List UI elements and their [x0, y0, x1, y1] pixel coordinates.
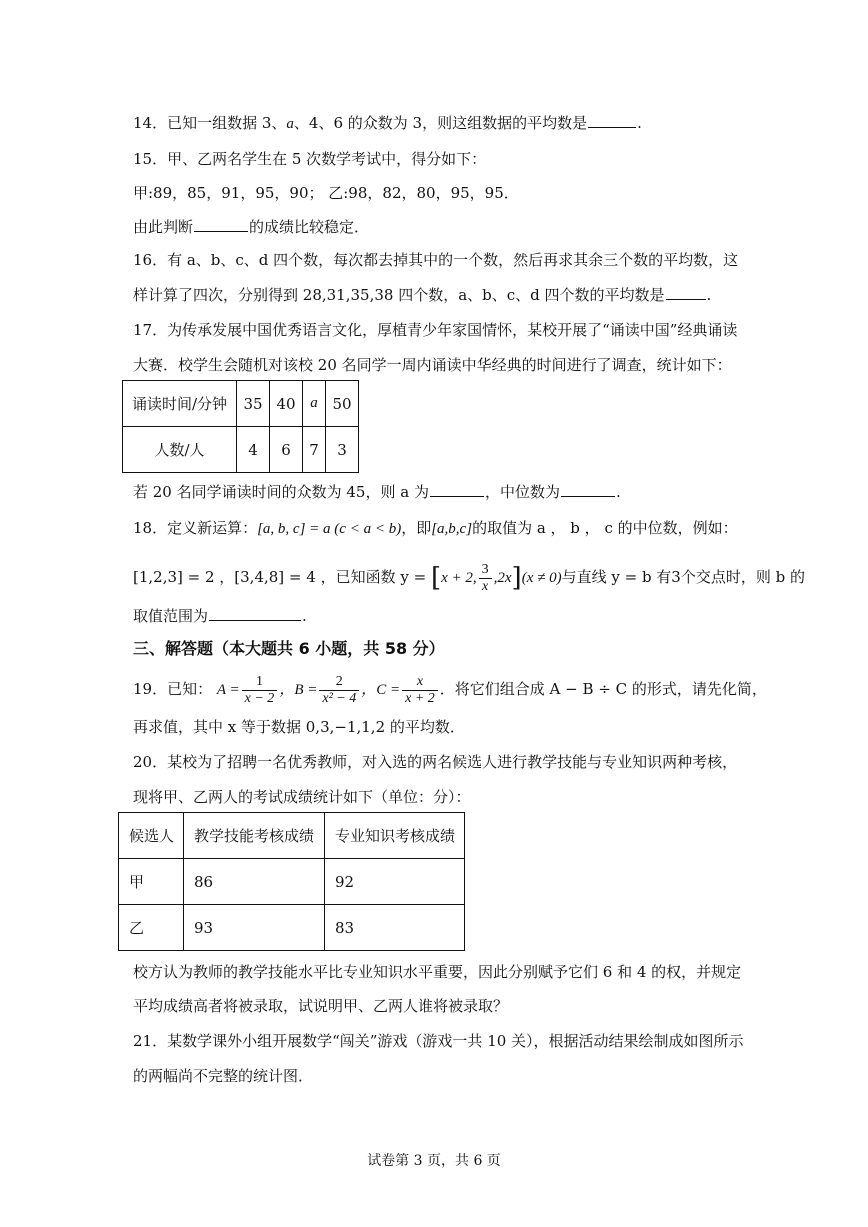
q20-line3: 校方认为教师的教学技能水平比专业知识水平重要，因此分别赋予它们 6 和 4 的权，并规定 — [133, 963, 742, 981]
table-cell: 83 — [325, 905, 465, 951]
table-cell: 86 — [184, 859, 325, 905]
table-header: 教学技能考核成绩 — [184, 813, 325, 859]
table-cell: 93 — [184, 905, 325, 951]
table-cell: 4 — [237, 427, 270, 473]
bracket-right: ] — [511, 563, 522, 593]
q20-line4: 平均成绩高者将被录取，试说明甲、乙两人谁将被录取？ — [133, 997, 509, 1015]
answer-blank[interactable] — [588, 113, 636, 128]
numerator: x — [402, 674, 438, 691]
numerator: 3 — [479, 562, 492, 579]
q21-line2: 的两幅尚不完整的统计图． — [133, 1067, 314, 1085]
math-expr: x + 2, — [441, 570, 477, 586]
q16-line1: 16．有 a、b、c、d 四个数，每次都去掉其中的一个数，然后再求其余三个数的平均数，这 — [133, 251, 739, 269]
table-cell: 40 — [270, 381, 303, 427]
answer-blank[interactable] — [209, 606, 301, 621]
fraction-a — [242, 674, 278, 707]
q18-tail: . — [302, 607, 307, 625]
q17-text-b: ，中位数为 — [484, 483, 560, 501]
reading-time-table — [122, 380, 359, 473]
q18-text: 18．定义新运算： — [133, 519, 258, 537]
q19-text: 19．已知： — [133, 680, 213, 698]
score-table — [118, 812, 465, 951]
var-a: a — [286, 116, 294, 132]
q20-line1: 20．某校为了招聘一名优秀教师，对入选的两名候选人进行教学技能与专业知识两种考核， — [133, 753, 738, 771]
q21-line1: 21．某数学课外小组开展数学“闯关”游戏（游戏一共 10 关），根据活动结果绘制成如图所示 — [133, 1032, 744, 1050]
q18-line2 — [133, 560, 805, 595]
q15-line1: 15．甲、乙两名学生在 5 次数学考试中，得分如下： — [133, 150, 487, 168]
page-footer: 试卷第 3 页，共 6 页 — [367, 1153, 501, 1169]
q14-line — [133, 113, 642, 134]
denominator: x — [482, 578, 489, 594]
table-cell: 诵读时间/分钟 — [123, 381, 237, 427]
denominator: x² − 4 — [322, 690, 357, 706]
q16-text: 样计算了四次，分别得到 28,31,35,38 四个数，a、b、c、d 四个数的平均数是 — [133, 286, 665, 304]
math-expr: A = — [216, 682, 240, 698]
fraction-b — [319, 674, 359, 707]
math-expr: ，C = — [361, 682, 401, 698]
table-header: 专业知识考核成绩 — [325, 813, 465, 859]
q15-text-b: 的成绩比较稳定． — [249, 218, 370, 236]
answer-blank[interactable] — [561, 482, 615, 497]
table-cell: 乙 — [119, 905, 184, 951]
table-cell: 人数/人 — [123, 427, 237, 473]
table-cell: 7 — [303, 427, 326, 473]
table-cell: 甲 — [119, 859, 184, 905]
q14-text-b: 、4、6 的众数为 3，则这组数据的平均数是 — [293, 114, 588, 132]
q15-text: 由此判断 — [133, 218, 194, 236]
q18-line3 — [133, 606, 307, 626]
q15-line2: 甲:89，85，91，95，90； 乙:98，82，80，95，95． — [133, 184, 519, 202]
bracket-left: [ — [430, 563, 442, 593]
table-row — [119, 905, 465, 951]
q16-tail: . — [706, 286, 712, 304]
q18-line1 — [133, 518, 738, 539]
q14-tail: . — [637, 114, 642, 132]
q15-line3 — [133, 217, 369, 237]
q16-line2 — [133, 285, 711, 305]
q18-text: [1,2,3] = 2 ，[3,4,8] = 4 ，已知函数 y = — [133, 568, 427, 586]
table-cell: 92 — [325, 859, 465, 905]
q17-text: 若 20 名同学诵读时间的众数为 45，则 a 为 — [133, 483, 429, 501]
math-expr: [a, b, c] = a (c < a < b) — [257, 521, 402, 537]
answer-blank[interactable] — [666, 285, 706, 300]
math-expr: ，B = — [279, 682, 318, 698]
answer-blank[interactable] — [430, 482, 484, 497]
math-expr: [a,b,c] — [431, 521, 473, 537]
denominator: x − 2 — [244, 690, 275, 706]
q17-line3 — [133, 482, 621, 502]
table-cell: a — [303, 381, 326, 427]
q19-line1 — [133, 672, 767, 707]
q14-text: 14．已知一组数据 3、 — [133, 114, 287, 132]
table-cell: 35 — [237, 381, 270, 427]
table-cell: 6 — [270, 427, 303, 473]
q18-text-b: ，即 — [401, 519, 432, 537]
denominator: x + 2 — [405, 690, 435, 706]
table-cell: 50 — [326, 381, 359, 427]
math-cond: (x ≠ 0) — [521, 570, 562, 586]
q19-tail: ．将它们组合成 A − B ÷ C 的形式，请先化简， — [439, 680, 767, 698]
fraction-c — [402, 674, 438, 707]
q17-line2: 大赛．校学生会随机对该校 20 名同学一周内诵读中华经典的时间进行了调查，统计如下： — [133, 356, 732, 374]
section-heading: 三、解答题（本大题共 6 小题，共 58 分） — [133, 639, 445, 658]
q17-tail: . — [615, 483, 621, 501]
q18-text-c: 与直线 y = b 有3个交点时，则 b 的 — [561, 568, 805, 586]
table-header: 候选人 — [119, 813, 184, 859]
numerator: 2 — [319, 674, 359, 691]
q18-text: 取值范围为 — [133, 607, 209, 625]
table-cell: 3 — [326, 427, 359, 473]
table-row — [119, 859, 465, 905]
q17-line1: 17．为传承发展中国优秀语言文化，厚植青少年家国情怀，某校开展了“诵读中国”经典诵读 — [133, 321, 738, 339]
q20-line2: 现将甲、乙两人的考试成绩统计如下（单位：分）： — [133, 788, 471, 806]
answer-blank[interactable] — [194, 217, 248, 232]
q19-line2: 再求值，其中 x 等于数据 0,3,−1,1,2 的平均数． — [133, 718, 465, 736]
numerator: 1 — [242, 674, 278, 691]
fraction — [479, 562, 492, 595]
math-expr: ,2x — [493, 570, 512, 586]
q18-text-c: 的取值为 a ， b ， c 的中位数，例如： — [472, 519, 738, 537]
